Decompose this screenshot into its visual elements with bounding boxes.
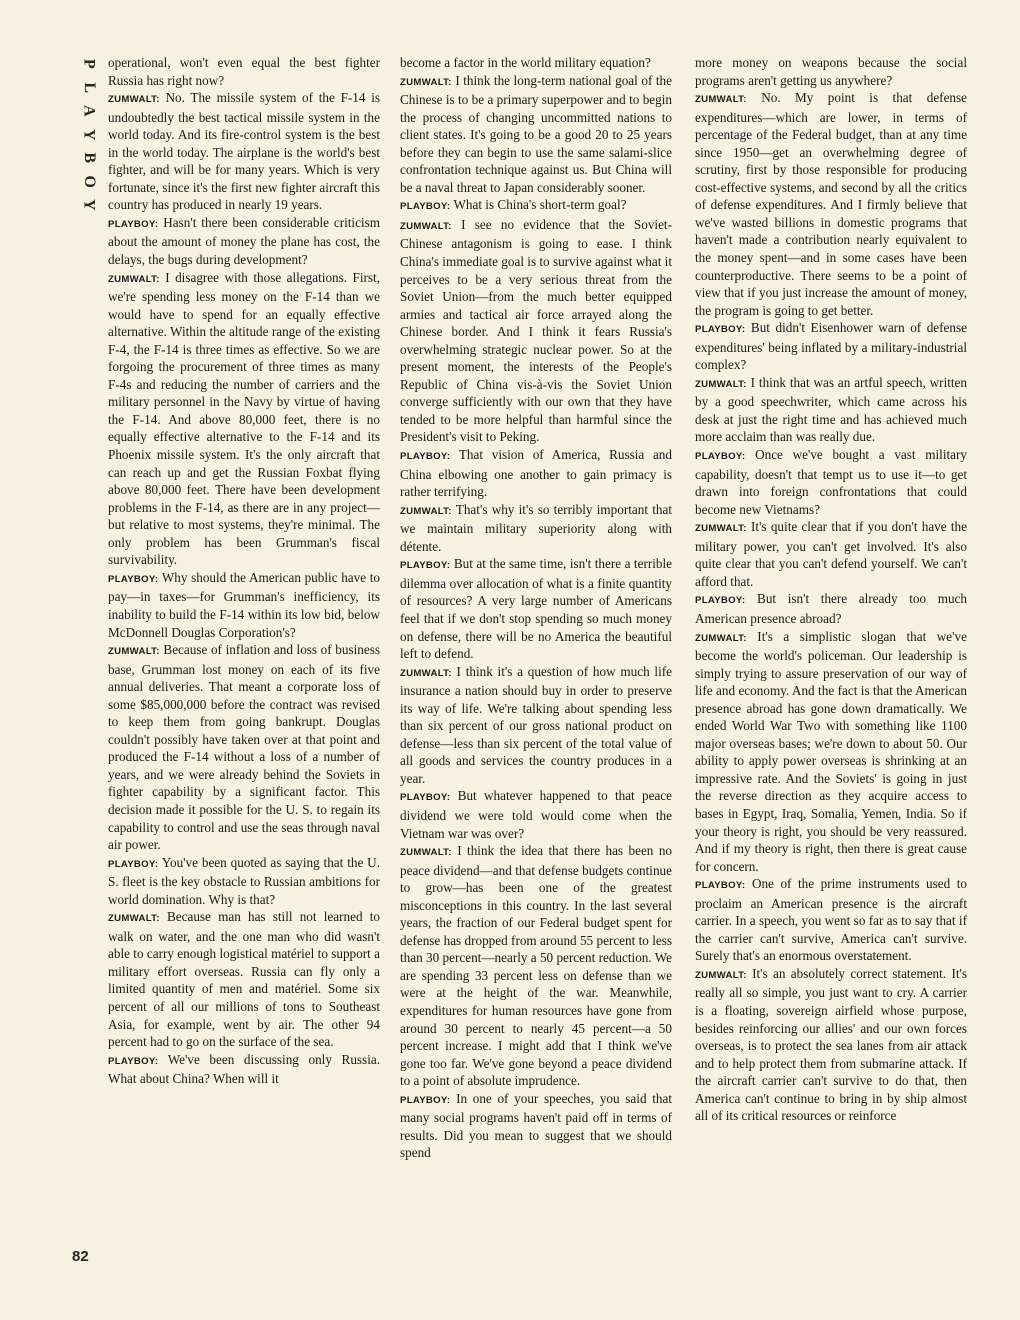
magazine-name-letter: O bbox=[80, 175, 98, 188]
interview-paragraph bbox=[400, 787, 672, 842]
interview-paragraph bbox=[108, 269, 380, 569]
paragraph-text: I think that was an artful speech, written by a good speechwriter, which came across his desk at just the right time and has achieved much more acclaim than was really due. bbox=[695, 374, 968, 445]
paragraph-text: It's an absolutely correct statement. It's really all so simple, you just want to cry. A carrier is a floating, sovereign airfield whose purpose, besides reinforcing our allies' and our own forces overseas, is to protect the sea lanes from air attack and to help protect them from submarine attack. If the aircraft carrier can't survive to do that, then America can't continue to bring in by ship almost all of its critical resources or reinforce bbox=[695, 965, 968, 1124]
paragraph-text: But didn't Eisenhower warn of defense expenditures' being inflated by a military-industrial complex? bbox=[695, 320, 967, 373]
speaker-label: PLAYBOY: bbox=[695, 880, 746, 892]
text-column-1 bbox=[108, 54, 380, 1088]
paragraph-text: I think the long-term national goal of the Chinese is to be a primary superpower and to begin the process of changing uncommitted nations to client states. It's going to be a good 20 to 25 years before they can begin to use the same salami-slice confrontation technique against us. But China will be a naval threat to Japan considerably sooner. bbox=[400, 72, 672, 195]
speaker-label: ZUMWALT: bbox=[400, 76, 452, 88]
paragraph-text: But at the same time, isn't there a terrible dilemma over allocation of what is a finite quantity of resources? A very large number of Americans feel that if we don't stop spending so much money on defense, there will be no America the beautiful left to defend. bbox=[400, 556, 673, 662]
paragraph-text: It's quite clear that if you don't have the military power, you can't get involved. It's also quite clear that you can't defend yourself. We can't afford that. bbox=[695, 519, 967, 589]
interview-paragraph bbox=[695, 319, 967, 374]
magazine-name-letter: Y bbox=[80, 198, 98, 211]
paragraph-text: I think the idea that there has been no peace dividend—and that defense budgets continue to grow—has been one of the greatest misconceptions in this country. In the last several years, the fraction of our Federal budget spent for defense has dropped from around 55 percent to less than 30 percent—nearly a 50 percent reduction. We are spending 33 percent less on defense than we were at the height of the war. Meanwhile, expenditures for human resources have gone from around 30 percent to nearly 45 percent—a 50 percent increase. I might add that I think we've gone too far. We've gone beyond a peace dividend to a point of absolute imprudence. bbox=[400, 843, 673, 1089]
speaker-label: PLAYBOY: bbox=[400, 451, 451, 463]
paragraph-text: In one of your speeches, you said that many social programs haven't paid off in terms of results. Did you mean to suggest that we should spend bbox=[400, 1090, 672, 1161]
speaker-label: ZUMWALT: bbox=[400, 505, 452, 517]
speaker-label: PLAYBOY: bbox=[695, 595, 746, 607]
paragraph-text: Because man has still not learned to walk on water, and the one man who did wasn't able to carry enough logistical matériel to support a military effort overseas. Russia can fly only a limited quantity of men and matériel. Some six percent of all our millions of tons to Southeast Asia, for example, went by air. The other 94 percent had to go on the surface of the sea. bbox=[108, 909, 380, 1050]
paragraph-text: Hasn't there been considerable criticism about the amount of money the plane has cost, the delays, the bugs during development? bbox=[108, 214, 380, 268]
speaker-label: PLAYBOY: bbox=[695, 451, 746, 463]
interview-paragraph bbox=[400, 501, 672, 556]
interview-paragraph bbox=[108, 214, 380, 269]
magazine-name-letter: A bbox=[80, 104, 98, 117]
speaker-label: ZUMWALT: bbox=[108, 913, 160, 925]
speaker-label: PLAYBOY: bbox=[108, 858, 159, 870]
paragraph-text: You've been quoted as saying that the U. S. fleet is the key obstacle to Russian ambitions for world domination. Why is that? bbox=[108, 854, 380, 907]
interview-paragraph bbox=[695, 54, 967, 89]
speaker-label: ZUMWALT: bbox=[108, 94, 160, 106]
speaker-label: ZUMWALT: bbox=[695, 969, 747, 981]
interview-paragraph bbox=[400, 842, 672, 1090]
speaker-label: PLAYBOY: bbox=[695, 324, 746, 336]
speaker-label: PLAYBOY: bbox=[108, 218, 159, 230]
magazine-name-letter: Y bbox=[80, 128, 98, 141]
text-column-3 bbox=[695, 54, 967, 1125]
speaker-label: ZUMWALT: bbox=[695, 632, 747, 644]
speaker-label: ZUMWALT: bbox=[400, 847, 452, 859]
speaker-label: PLAYBOY: bbox=[400, 1094, 451, 1106]
magazine-name-letter: P bbox=[80, 58, 98, 69]
interview-paragraph bbox=[695, 590, 967, 627]
interview-paragraph bbox=[400, 54, 672, 72]
speaker-label: ZUMWALT: bbox=[695, 523, 747, 535]
interview-paragraph bbox=[108, 89, 380, 214]
interview-paragraph bbox=[400, 196, 672, 216]
interview-paragraph bbox=[400, 1090, 672, 1162]
speaker-label: PLAYBOY: bbox=[108, 573, 159, 585]
paragraph-text: Why should the American public have to pay—in taxes—for Grumman's inefficiency, its inability to build the F-14 within its low bid, below McDonnell Douglas Corporation's? bbox=[108, 569, 381, 640]
interview-paragraph bbox=[695, 875, 967, 965]
paragraph-text: No. The missile system of the F-14 is undoubtedly the best tactical missile system in the world today. And its fire-control system is the best in the world today. The airplane is the world's best fighter, and will be for many years. Which is very fortunate, since it's the first new fighter aircraft this country has produced in nearly 19 years. bbox=[108, 90, 381, 213]
interview-paragraph bbox=[695, 518, 967, 590]
interview-paragraph bbox=[400, 446, 672, 501]
paragraph-text: But whatever happened to that peace dividend we were told would come when the Vietnam war was over? bbox=[400, 788, 672, 841]
speaker-label: ZUMWALT: bbox=[695, 378, 747, 390]
interview-paragraph bbox=[695, 446, 967, 518]
speaker-label: PLAYBOY: bbox=[400, 201, 451, 213]
speaker-label: PLAYBOY: bbox=[400, 560, 451, 572]
interview-paragraph bbox=[108, 908, 380, 1050]
interview-paragraph bbox=[400, 216, 672, 446]
page-number: 82 bbox=[72, 1248, 89, 1265]
magazine-name-letter: B bbox=[80, 152, 98, 164]
speaker-label: ZUMWALT: bbox=[695, 94, 747, 106]
paragraph-text: One of the prime instruments used to proclaim an American presence is the aircraft carrier. In a speech, you went so far as to say that if the carrier can't survive, America can't survive. Surely that's an enormous overstatement. bbox=[695, 876, 968, 964]
interview-paragraph bbox=[400, 72, 672, 197]
paragraph-text: Because of inflation and loss of business base, Grumman lost money on each of its five annual deliveries. That meant a corporate loss of some $85,000,000 before the contract was revised to keep them from going bankrupt. Douglas couldn't possibly have taken over at that point and produced the F-14 without a loss of a number of years, and we were already behind the Soviets in fighter capability by a significant factor. This decision made it possible for the U. S. to regain its capability to control and use the seas through naval air power. bbox=[108, 642, 380, 853]
paragraph-text: That vision of America, Russia and China elbowing one another to gain primacy is rather terrifying. bbox=[400, 447, 672, 500]
speaker-label: PLAYBOY: bbox=[400, 792, 451, 804]
paragraph-text: It's a simplistic slogan that we've become the world's policeman. Our leadership is simply trying to assure preservation of our way of life and economy. And the fact is that the American presence abroad has gone down dramatically. We ended World War Two with something like 1100 major overseas bases; we're down to about 50. Our ability to apply power overseas is shrinking at an impressive rate. And the Soviets' is going in just the reverse direction as they acquire access to bases in Egypt, Iraq, Somalia, Yemen, India. So if your theory is right, you should be very reassured. And if my theory is right, then there is great cause for concern. bbox=[695, 628, 967, 874]
paragraph-text: more money on weapons because the social programs aren't getting us anywhere? bbox=[695, 55, 967, 88]
interview-paragraph bbox=[400, 555, 672, 662]
speaker-label: PLAYBOY: bbox=[108, 1055, 159, 1067]
speaker-label: ZUMWALT: bbox=[108, 273, 160, 285]
paragraph-text: No. My point is that defense expenditures—which are lower, in terms of percentage of the Federal budget, than at any time since 1950—get an overwhelming degree of scrutiny, first by those responsible for producing cost-effective systems, and second by all the critics of defense expenditures. And I firmly believe that we've wasted billions in domestic programs that haven't made a contribution nearly equivalent to the money spent—and in some cases have been counterproductive. There seems to be a point of view that if you just increase the amount of money, the program is going to get better. bbox=[695, 90, 967, 318]
interview-paragraph bbox=[108, 54, 380, 89]
interview-paragraph bbox=[695, 628, 967, 876]
interview-paragraph bbox=[695, 374, 967, 446]
speaker-label: ZUMWALT: bbox=[400, 667, 452, 679]
magazine-name-letter: L bbox=[80, 81, 98, 93]
speaker-label: ZUMWALT: bbox=[400, 220, 452, 232]
paragraph-text: operational, won't even equal the best fighter Russia has right now? bbox=[108, 55, 380, 88]
interview-paragraph bbox=[108, 854, 380, 909]
paragraph-text: I think it's a question of how much life insurance a nation should buy in order to preserve its way of life. We're talking about spending less than six percent of our gross national product on defense—less than six percent of the total value of all goods and services the country produces in a year. bbox=[400, 663, 673, 786]
paragraph-text: Once we've bought a vast military capability, doesn't that tempt us to use it—to get drawn into foreign confrontations that could become new Vietnams? bbox=[695, 447, 967, 517]
paragraph-text: What is China's short-term goal? bbox=[453, 197, 627, 213]
magazine-name-vertical bbox=[74, 52, 104, 217]
paragraph-text: But isn't there already too much American presence abroad? bbox=[695, 591, 967, 626]
interview-paragraph bbox=[108, 641, 380, 854]
interview-paragraph bbox=[400, 663, 672, 788]
interview-paragraph bbox=[108, 1051, 380, 1088]
paragraph-text: That's why it's so terribly important that we maintain military superiority along with détente. bbox=[400, 501, 672, 554]
paragraph-text: We've been discussing only Russia. What about China? When will it bbox=[108, 1051, 381, 1087]
text-column-2 bbox=[400, 54, 672, 1162]
paragraph-text: I disagree with those allegations. First, we're spending less money on the F-14 than we would have to spend for an equally effective alternative. Within the altitude range of the existing F-4, the F-14 is three times as effective. So we are forgoing the procurement of three times as many F-4s and reducing the number of carriers and the military personnel in the Navy by virtue of having the F-14. And above 80,000 feet, there is no equally effective alternative to the F-14 and its Phoenix missile system. It's the only aircraft that can reach up and get the Russian Foxbat flying above 80,000 feet. There have been development problems in the F-14, as there are in any project—but relative to most systems, they're minimal. The only problem has been Grumman's fiscal survivability. bbox=[108, 269, 380, 568]
interview-paragraph bbox=[695, 965, 967, 1125]
paragraph-text: become a factor in the world military equation? bbox=[400, 55, 651, 70]
interview-paragraph bbox=[108, 569, 380, 641]
interview-paragraph bbox=[695, 89, 967, 319]
speaker-label: ZUMWALT: bbox=[108, 646, 160, 658]
paragraph-text: I see no evidence that the Soviet-Chinese antagonism is going to ease. I think China's immediate goal is to survive against what it perceives to be a very serious threat from the Soviet Union—from the much better equipped armies and tactical air force arrayed along the Chinese border. And I think it fears Russia's overwhelming strategic nuclear power. So at the present moment, the interests of the People's Republic of China vis-à-vis the Soviet Union converge sufficiently with our own that they have tended to be more helpful than harmful since the President's visit to Peking. bbox=[400, 216, 672, 445]
